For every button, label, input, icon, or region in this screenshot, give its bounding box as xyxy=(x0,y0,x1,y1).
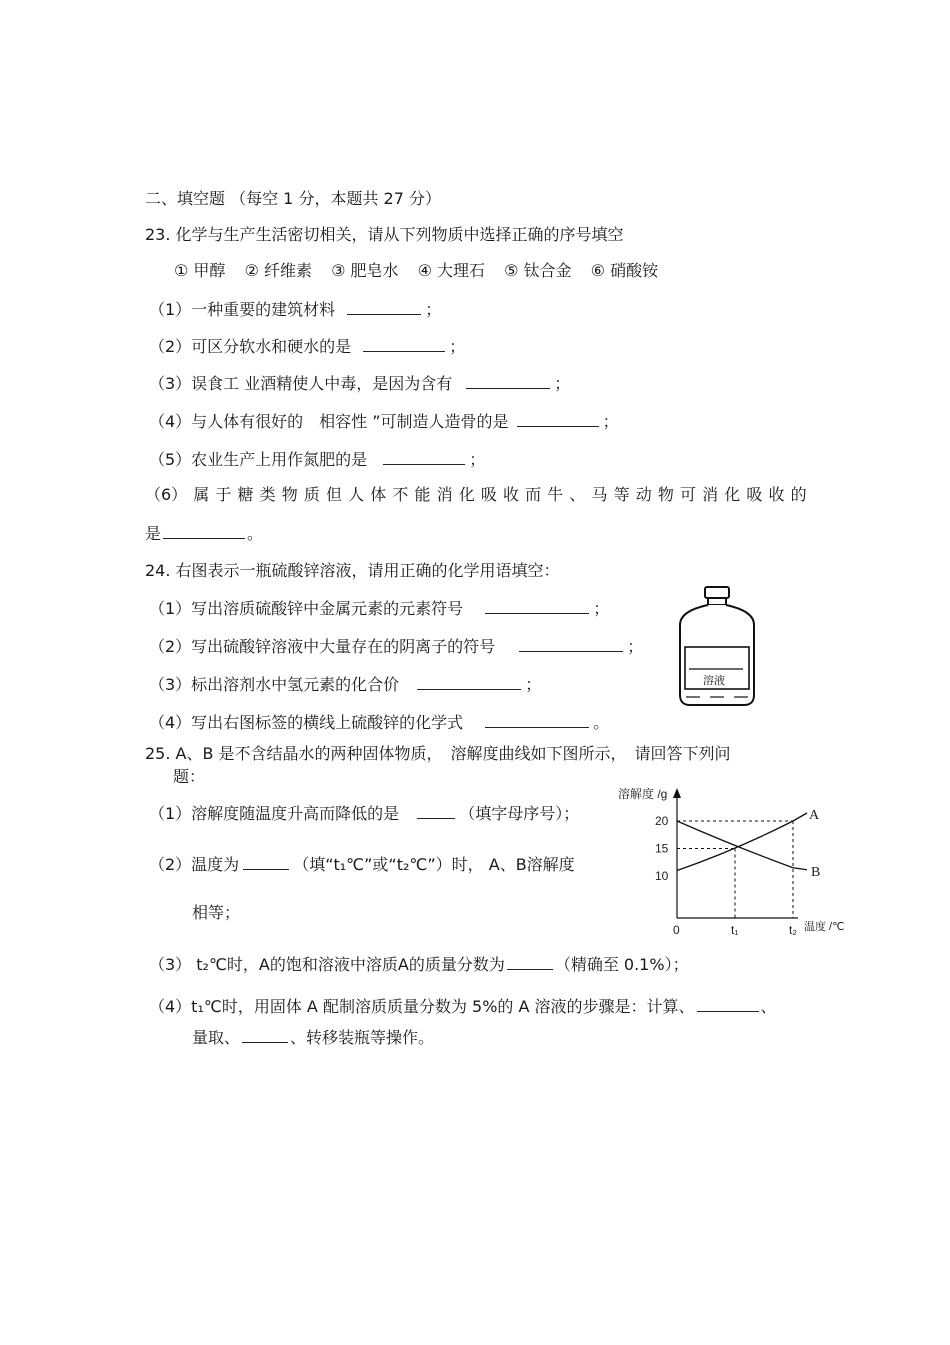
answer-blank[interactable] xyxy=(242,1026,288,1043)
q23-item-tail: ； xyxy=(449,337,466,356)
q23-item6-char: 马 xyxy=(591,485,608,504)
q24-item-tail: ； xyxy=(525,675,542,694)
q25-item-text: （3） t₂℃时，A的饱和溶液中溶质A的质量分数为 xyxy=(149,955,505,974)
answer-blank[interactable] xyxy=(517,410,599,427)
y-tick-label: 10 xyxy=(655,869,669,883)
q24-item-tail: ； xyxy=(593,599,610,618)
y-axis-title: 溶解度 /g xyxy=(618,787,668,801)
solubility-curve-chart xyxy=(612,780,857,940)
q25-item-tail: 、转移装瓶等操作。 xyxy=(290,1028,435,1047)
q23-item-1 xyxy=(149,298,441,321)
q25-item-4-cont xyxy=(192,1026,434,1049)
q23-item6-char: 吸 xyxy=(480,485,497,504)
answer-blank[interactable] xyxy=(466,372,550,389)
q23-option: ③ 肥皂水 xyxy=(331,261,399,280)
q25-item-text: 量取、 xyxy=(192,1028,241,1047)
bottle-neck xyxy=(708,598,726,605)
q23-item-5 xyxy=(149,448,485,471)
x-tick-label: t₂ xyxy=(789,923,797,937)
q23-stem: 23. 化学与生产生活密切相关，请从下列物质中选择正确的序号填空 xyxy=(145,225,624,244)
series-label-b: B xyxy=(811,864,821,880)
answer-blank[interactable] xyxy=(507,953,553,970)
q23-item-6 xyxy=(145,484,807,506)
q25-item-text: （4）t₁℃时，用固体 A 配制溶质质量分数为 5%的 A 溶液的步骤是：计算、 xyxy=(149,997,695,1016)
q23-item6-char: 等 xyxy=(613,485,630,504)
q23-item6-char: 牛 xyxy=(547,485,564,504)
q25-item-text: （2）温度为 xyxy=(149,855,240,874)
q24-item-tail: ； xyxy=(627,637,644,656)
q25-item-2-cont: 相等； xyxy=(192,903,241,922)
q23-item-text: （5）农业生产上用作氮肥的是 xyxy=(149,450,368,469)
series-label-a: A xyxy=(809,808,820,823)
q23-item6-char: 类 xyxy=(259,485,276,504)
q23-item6-char: 而 xyxy=(525,485,542,504)
q23-item6-char: 属 xyxy=(193,485,210,504)
answer-blank[interactable] xyxy=(417,802,455,819)
q24-item-text: （1）写出溶质硫酸锌中金属元素的元素符号 xyxy=(149,599,464,618)
x-tick-label: 0 xyxy=(673,923,680,937)
bottle-cap xyxy=(705,587,729,598)
q23-item6-char: 化 xyxy=(724,485,741,504)
q23-item-tail: ； xyxy=(425,300,442,319)
q23-item6-char: 糖 xyxy=(237,485,254,504)
q24-stem: 24. 右图表示一瓶硫酸锌溶液，请用正确的化学用语填空： xyxy=(145,561,560,580)
q23-option: ⑥ 硝酸铵 xyxy=(590,261,659,280)
q23-item6-char: （6） xyxy=(145,485,188,504)
q23-option: ① 甲醇 xyxy=(174,261,226,280)
q23-item6-char: 物 xyxy=(657,485,674,504)
q25-item-4 xyxy=(149,995,777,1018)
y-axis-arrow xyxy=(673,788,681,798)
q25-item-tail: （填“t₁℃”或“t₂℃”）时， A、B溶解度 xyxy=(293,855,575,874)
q23-item-tail: ； xyxy=(469,450,486,469)
q24-item-text: （4）写出右图标签的横线上硫酸锌的化学式 xyxy=(149,713,464,732)
q23-item6-char: 收 xyxy=(768,485,785,504)
q23-item-text: （3）误食工 业酒精使人中毒，是因为含有 xyxy=(149,374,453,393)
answer-blank[interactable] xyxy=(163,522,245,539)
q23-item6-end-pre: 是 xyxy=(145,524,162,543)
x-tick-label: t₁ xyxy=(731,923,739,937)
q25-item-1 xyxy=(149,802,579,825)
q23-item-text: （2）可区分软水和硬水的是 xyxy=(149,337,352,356)
q25-stem-cont: 题： xyxy=(173,767,206,786)
q23-item6-char: 、 xyxy=(569,485,586,504)
q23-item6-char: 动 xyxy=(635,485,652,504)
q24-item-text: （3）标出溶剂水中氢元素的化合价 xyxy=(149,675,400,694)
q24-item-tail: 。 xyxy=(593,713,610,732)
q23-item6-char: 可 xyxy=(680,485,697,504)
answer-blank[interactable] xyxy=(485,597,589,614)
q23-item-4 xyxy=(149,410,619,433)
q23-option: ⑤ 钛合金 xyxy=(504,261,572,280)
q23-item6-char: 能 xyxy=(414,485,431,504)
answer-blank[interactable] xyxy=(383,448,465,465)
q25-stem: 25. A、B 是不含结晶水的两种固体物质， 溶解度曲线如下图所示， 请回答下列问 xyxy=(145,744,731,763)
q23-options xyxy=(174,260,672,282)
x-axis-title: 温度 /℃ xyxy=(804,921,845,933)
answer-blank[interactable] xyxy=(243,853,289,870)
q24-item-3 xyxy=(149,673,541,696)
q24-item-2 xyxy=(149,635,643,658)
q23-item-tail: ； xyxy=(602,412,619,431)
q23-item-2 xyxy=(149,335,465,358)
q24-item-1 xyxy=(149,597,609,620)
q23-item6-char: 消 xyxy=(702,485,719,504)
q23-item6-char: 但 xyxy=(326,485,343,504)
q23-option: ② 纤维素 xyxy=(244,261,312,280)
answer-blank[interactable] xyxy=(363,335,445,352)
series-line-a xyxy=(677,813,807,871)
q23-item6-char: 质 xyxy=(303,485,320,504)
q24-item-4 xyxy=(149,711,609,734)
q23-item6-end-tail: 。 xyxy=(247,524,264,543)
y-tick-label: 15 xyxy=(655,841,669,856)
q23-item6-char: 人 xyxy=(348,485,365,504)
answer-blank[interactable] xyxy=(519,635,623,652)
q23-item6-char: 物 xyxy=(281,485,298,504)
y-tick-label: 20 xyxy=(655,814,669,828)
bottle-label-text: 溶液 xyxy=(703,675,725,687)
q23-item6-char: 体 xyxy=(370,485,387,504)
q23-item-tail: ； xyxy=(554,374,571,393)
q23-item6-char: 化 xyxy=(458,485,475,504)
q25-item-text: （1）溶解度随温度升高而降低的是 xyxy=(149,804,400,823)
q23-item6-char: 消 xyxy=(436,485,453,504)
solution-bottle-figure xyxy=(672,585,762,710)
q25-item-tail: 、 xyxy=(760,997,777,1016)
q23-item-6-end xyxy=(145,522,263,545)
answer-blank[interactable] xyxy=(347,298,421,315)
q24-item-text: （2）写出硫酸锌溶液中大量存在的阴离子的符号 xyxy=(149,637,496,656)
q23-item6-char: 不 xyxy=(392,485,409,504)
q23-item-3 xyxy=(149,372,570,395)
q23-item6-char: 收 xyxy=(503,485,520,504)
q23-item-text: （4）与人体有很好的 相容性 ”可制造人造骨的是 xyxy=(149,412,509,431)
q23-option: ④ 大理石 xyxy=(417,261,486,280)
q23-item-text: （1）一种重要的建筑材料 xyxy=(149,300,336,319)
q25-item-tail: （填字母序号）； xyxy=(459,804,580,823)
q25-item-2 xyxy=(149,853,575,876)
section-title: 二、填空题 （每空 1 分，本题共 27 分） xyxy=(145,189,441,208)
q25-item-tail: （精确至 0.1%）； xyxy=(554,955,689,974)
answer-blank[interactable] xyxy=(697,995,759,1012)
answer-blank[interactable] xyxy=(417,673,521,690)
q23-item6-char: 的 xyxy=(790,485,807,504)
q25-item-3 xyxy=(149,953,689,976)
q23-item6-char: 吸 xyxy=(746,485,763,504)
answer-blank[interactable] xyxy=(485,711,589,728)
q23-item6-char: 于 xyxy=(215,485,232,504)
